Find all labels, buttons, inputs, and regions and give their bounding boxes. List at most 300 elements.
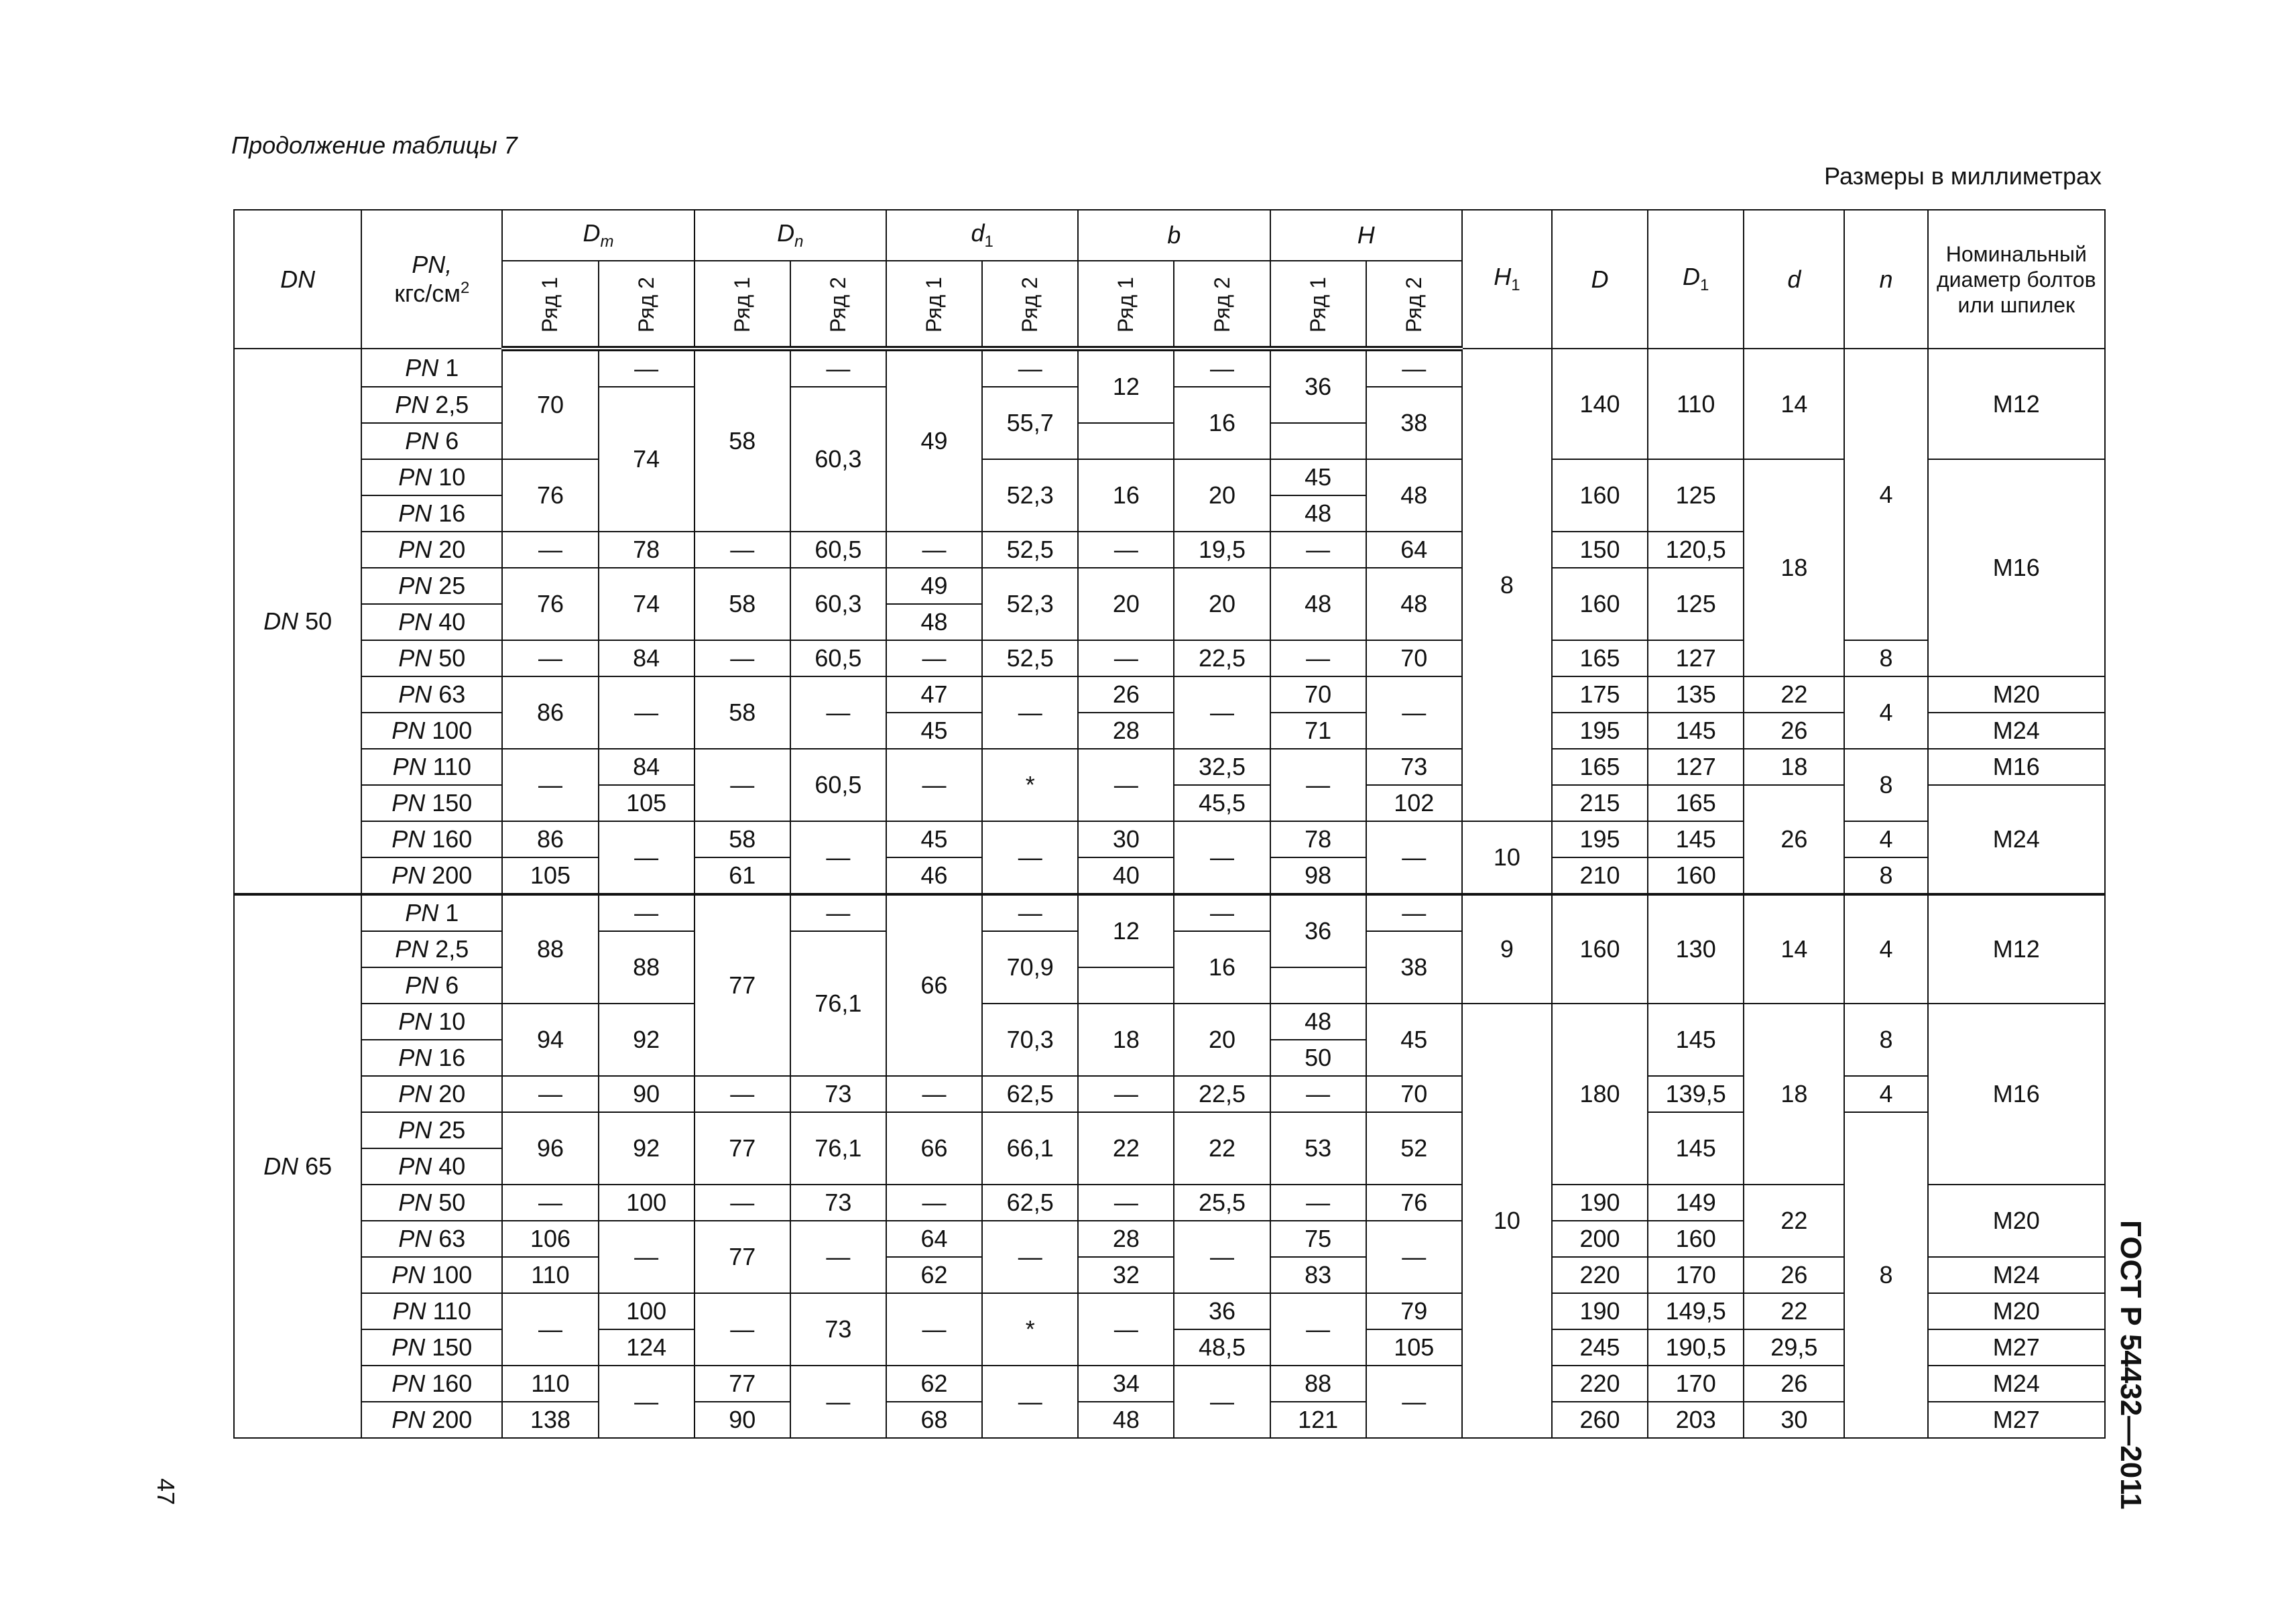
cell-bolt: M24 <box>1928 1366 2105 1402</box>
table-row <box>234 349 2105 387</box>
pn-value: 1 <box>438 353 459 381</box>
pn-prefix: PN <box>405 899 439 926</box>
standard-designation: ГОСТ Р 54432—2011 <box>2114 1220 2147 1510</box>
cell-D: 175 <box>1552 676 1648 713</box>
cell-b1: 18 <box>1078 1004 1174 1076</box>
cell-pn <box>361 1185 502 1221</box>
cell-dn <box>234 349 361 894</box>
pn-value: 50 <box>432 1189 466 1216</box>
pn-prefix: PN <box>405 353 439 381</box>
cell-h2: 70 <box>1366 1076 1462 1112</box>
cell-bolt: M16 <box>1928 749 2105 785</box>
cell-b1: 30 <box>1078 821 1174 857</box>
cell-d: 22 <box>1744 1293 1844 1329</box>
cell-dn1: — <box>694 1185 790 1221</box>
cell-h1: — <box>1270 749 1366 821</box>
cell-pn <box>361 676 502 713</box>
cell-b1: 20 <box>1078 568 1174 640</box>
cell-D1: 127 <box>1648 749 1744 785</box>
cell-dm2: — <box>599 676 694 749</box>
cell-h1: 36 <box>1270 349 1366 423</box>
header-dn-col: $D_n$ <box>694 210 886 261</box>
cell-dn2: 73 <box>790 1293 886 1366</box>
cell-D1: 190,5 <box>1648 1329 1744 1366</box>
cell-D1: 145 <box>1648 821 1744 857</box>
cell-dn <box>234 894 361 1438</box>
cell-b2: — <box>1174 349 1270 387</box>
cell-n: 4 <box>1844 349 1927 640</box>
cell-b1: — <box>1078 1076 1174 1112</box>
table-row <box>234 459 2105 495</box>
cell-n: 4 <box>1844 676 1927 749</box>
cell-dn1: — <box>694 1076 790 1112</box>
cell-n: 4 <box>1844 821 1927 857</box>
cell-dm2: 124 <box>599 1329 694 1366</box>
cell-dn2: 60,3 <box>790 387 886 532</box>
cell-dm2: 78 <box>599 532 694 568</box>
cell-dn1: 61 <box>694 857 790 894</box>
cell-D: 180 <box>1552 1004 1648 1185</box>
cell-D: 165 <box>1552 640 1648 676</box>
header-dn: DN <box>234 210 361 349</box>
cell-D: 160 <box>1552 459 1648 532</box>
cell-b1: 28 <box>1078 1221 1174 1257</box>
cell-h2: 79 <box>1366 1293 1462 1329</box>
cell-b1: 48 <box>1078 1402 1174 1438</box>
cell-d12: 52,3 <box>982 459 1078 532</box>
pn-prefix: PN <box>405 427 439 455</box>
cell-pn <box>361 604 502 640</box>
cell-dn1: 58 <box>694 821 790 857</box>
cell-h1 <box>1270 967 1366 1004</box>
cell-b2: 16 <box>1174 931 1270 1004</box>
table-caption: Продолжение таблицы 7 <box>231 131 518 159</box>
cell-D1: 165 <box>1648 785 1744 821</box>
cell-b1: — <box>1078 532 1174 568</box>
cell-dm1: 86 <box>502 676 598 749</box>
cell-dm2: 74 <box>599 568 694 640</box>
pn-prefix: PN <box>398 1116 432 1144</box>
cell-d12: 52,5 <box>982 532 1078 568</box>
cell-pn <box>361 1221 502 1257</box>
pn-prefix: PN <box>405 971 439 999</box>
cell-b1: 16 <box>1078 459 1174 532</box>
cell-b1 <box>1078 423 1174 459</box>
header-dm-row1: Ряд 1 <box>502 261 598 349</box>
cell-h1: 83 <box>1270 1257 1366 1293</box>
cell-b1: — <box>1078 1293 1174 1366</box>
header-d1: $d_1$ <box>886 210 1078 261</box>
cell-h1: 48 <box>1270 1004 1366 1040</box>
cell-dn1: 58 <box>694 349 790 532</box>
cell-D1: 145 <box>1648 1004 1744 1076</box>
cell-d11: 45 <box>886 713 982 749</box>
pn-value: 25 <box>432 572 466 599</box>
cell-d12: — <box>982 894 1078 931</box>
cell-h2: 45 <box>1366 1004 1462 1076</box>
cell-bolt: M12 <box>1928 894 2105 1004</box>
cell-D1: 160 <box>1648 1221 1744 1257</box>
cell-b2: 32,5 <box>1174 749 1270 785</box>
cell-n: 8 <box>1844 640 1927 676</box>
pn-value: 6 <box>438 971 459 999</box>
cell-dm1: — <box>502 1185 598 1221</box>
pn-prefix: PN <box>391 717 426 744</box>
cell-pn <box>361 532 502 568</box>
header-b: b <box>1078 210 1270 261</box>
cell-d11: 66 <box>886 894 982 1076</box>
cell-dm1: 70 <box>502 349 598 459</box>
pn-prefix: PN <box>398 1008 432 1035</box>
pn-value: 160 <box>425 1370 473 1397</box>
table-row <box>234 1293 2105 1329</box>
cell-d11: 68 <box>886 1402 982 1438</box>
cell-dn1: 77 <box>694 1366 790 1402</box>
table-row <box>234 1185 2105 1221</box>
cell-d: 18 <box>1744 459 1844 676</box>
cell-d12: — <box>982 1366 1078 1438</box>
pn-prefix: PN <box>398 644 432 672</box>
pn-prefix: PN <box>392 753 426 780</box>
cell-dm1: 94 <box>502 1004 598 1076</box>
cell-h1: — <box>1270 1185 1366 1221</box>
dn-prefix: DN <box>263 607 299 635</box>
cell-dn2: — <box>790 1366 886 1438</box>
pn-value: 200 <box>425 861 473 889</box>
cell-bolt: M20 <box>1928 676 2105 713</box>
cell-n: 4 <box>1844 1076 1927 1112</box>
cell-d12: 62,5 <box>982 1185 1078 1221</box>
flange-dimensions-table <box>233 209 2106 1439</box>
cell-d12: 52,3 <box>982 568 1078 640</box>
cell-dn2: 60,3 <box>790 568 886 640</box>
cell-b2: 22,5 <box>1174 640 1270 676</box>
cell-pn <box>361 1112 502 1148</box>
cell-b1: — <box>1078 640 1174 676</box>
cell-h2: 76 <box>1366 1185 1462 1221</box>
cell-D1: 160 <box>1648 857 1744 894</box>
cell-d11: 62 <box>886 1257 982 1293</box>
cell-b2: — <box>1174 894 1270 931</box>
cell-b1: — <box>1078 749 1174 821</box>
cell-d: 26 <box>1744 1366 1844 1402</box>
cell-dm1: 138 <box>502 1402 598 1438</box>
cell-n: 4 <box>1844 894 1927 1004</box>
cell-d12: 62,5 <box>982 1076 1078 1112</box>
cell-h1: — <box>1270 640 1366 676</box>
cell-dm1: 76 <box>502 568 598 640</box>
cell-h2: — <box>1366 894 1462 931</box>
cell-n: 8 <box>1844 1112 1927 1438</box>
table-row <box>234 1004 2105 1040</box>
cell-h2: 102 <box>1366 785 1462 821</box>
cell-dn2: 60,5 <box>790 532 886 568</box>
cell-d11: 48 <box>886 604 982 640</box>
cell-D1: 170 <box>1648 1366 1744 1402</box>
cell-dn2: — <box>790 821 886 894</box>
table-row <box>234 894 2105 931</box>
cell-d11: 46 <box>886 857 982 894</box>
cell-pn <box>361 1004 502 1040</box>
cell-d12: — <box>982 349 1078 387</box>
cell-b2: 20 <box>1174 568 1270 640</box>
cell-dn2: — <box>790 894 886 931</box>
cell-pn <box>361 1257 502 1293</box>
cell-dm1: 96 <box>502 1112 598 1185</box>
cell-h2: 64 <box>1366 532 1462 568</box>
cell-h1: 48 <box>1270 568 1366 640</box>
pn-value: 63 <box>432 680 466 708</box>
cell-d11: 62 <box>886 1366 982 1402</box>
cell-b1: 32 <box>1078 1257 1174 1293</box>
cell-d11: — <box>886 532 982 568</box>
cell-b2: — <box>1174 821 1270 894</box>
cell-dn2: 76,1 <box>790 931 886 1076</box>
header-h1: $H_1$ <box>1462 210 1552 349</box>
cell-H1: 10 <box>1462 1004 1552 1438</box>
cell-d11: — <box>886 1293 982 1366</box>
cell-dn2: 73 <box>790 1185 886 1221</box>
cell-d: 22 <box>1744 676 1844 713</box>
pn-value: 10 <box>432 1008 466 1035</box>
pn-value: 150 <box>425 789 473 817</box>
cell-D: 150 <box>1552 532 1648 568</box>
cell-pn <box>361 1293 502 1329</box>
table-row <box>234 676 2105 713</box>
cell-dm2: 84 <box>599 640 694 676</box>
cell-b1: 22 <box>1078 1112 1174 1185</box>
pn-prefix: PN <box>398 1152 432 1180</box>
header-pn: PN, кгс/$см^2$ <box>361 210 502 349</box>
cell-D: 190 <box>1552 1185 1648 1221</box>
cell-d11: — <box>886 749 982 821</box>
cell-dn1: — <box>694 640 790 676</box>
cell-dn2: 60,5 <box>790 640 886 676</box>
cell-D: 160 <box>1552 568 1648 640</box>
cell-d: 30 <box>1744 1402 1844 1438</box>
cell-D: 210 <box>1552 857 1648 894</box>
cell-h1: 48 <box>1270 495 1366 532</box>
cell-dn1: 77 <box>694 1112 790 1185</box>
pn-value: 50 <box>432 644 466 672</box>
cell-bolt: M27 <box>1928 1329 2105 1366</box>
cell-b2: 36 <box>1174 1293 1270 1329</box>
pn-prefix: PN <box>398 1225 432 1252</box>
cell-b2: 16 <box>1174 387 1270 459</box>
cell-h2: 70 <box>1366 640 1462 676</box>
cell-dm1: 86 <box>502 821 598 857</box>
cell-dm2: 100 <box>599 1293 694 1329</box>
pn-value: 40 <box>432 1152 466 1180</box>
cell-d: 18 <box>1744 1004 1844 1185</box>
cell-pn <box>361 349 502 387</box>
cell-dm1: 110 <box>502 1366 598 1402</box>
cell-d11: 47 <box>886 676 982 713</box>
cell-d12: — <box>982 676 1078 749</box>
pn-prefix: PN <box>391 1370 426 1397</box>
cell-b2: 19,5 <box>1174 532 1270 568</box>
cell-d: 29,5 <box>1744 1329 1844 1366</box>
cell-D: 215 <box>1552 785 1648 821</box>
pn-prefix: PN <box>398 463 432 491</box>
cell-d12: — <box>982 821 1078 894</box>
cell-pn <box>361 894 502 931</box>
cell-n: 8 <box>1844 1004 1927 1076</box>
cell-dm2: 92 <box>599 1004 694 1076</box>
cell-h2: 38 <box>1366 931 1462 1004</box>
pn-value: 6 <box>438 427 459 455</box>
cell-pn <box>361 495 502 532</box>
cell-D1: 120,5 <box>1648 532 1744 568</box>
cell-D1: 203 <box>1648 1402 1744 1438</box>
cell-bolt: M12 <box>1928 349 2105 459</box>
cell-dm2: — <box>599 821 694 894</box>
cell-d: 18 <box>1744 749 1844 785</box>
pn-prefix: PN <box>391 861 426 889</box>
pn-value: 16 <box>432 499 466 527</box>
pn-prefix: PN <box>391 789 426 817</box>
cell-dm2: — <box>599 349 694 387</box>
cell-dn2: 73 <box>790 1076 886 1112</box>
cell-dn1: — <box>694 1293 790 1366</box>
cell-D: 165 <box>1552 749 1648 785</box>
cell-D: 220 <box>1552 1257 1648 1293</box>
cell-d11: 64 <box>886 1221 982 1257</box>
cell-bolt: M20 <box>1928 1185 2105 1257</box>
cell-h1: 70 <box>1270 676 1366 713</box>
cell-h2: 73 <box>1366 749 1462 785</box>
pn-value: 20 <box>432 536 466 563</box>
cell-b1: 28 <box>1078 713 1174 749</box>
cell-bolt: M16 <box>1928 459 2105 676</box>
pn-prefix: PN <box>392 1297 426 1325</box>
cell-D: 160 <box>1552 894 1648 1004</box>
cell-dm1: — <box>502 532 598 568</box>
cell-D: 245 <box>1552 1329 1648 1366</box>
pn-value: 100 <box>425 1261 473 1288</box>
cell-d11: 66 <box>886 1112 982 1185</box>
header-dm-row2: Ряд 2 <box>599 261 694 349</box>
cell-D1: 149 <box>1648 1185 1744 1221</box>
cell-pn <box>361 1402 502 1438</box>
cell-bolt: M24 <box>1928 1257 2105 1293</box>
cell-dm2: 92 <box>599 1112 694 1185</box>
pn-prefix: PN <box>398 572 432 599</box>
cell-b2: 45,5 <box>1174 785 1270 821</box>
cell-d: 14 <box>1744 349 1844 459</box>
cell-h2: — <box>1366 821 1462 894</box>
cell-dn1: 77 <box>694 894 790 1076</box>
cell-h1 <box>1270 423 1366 459</box>
header-b-row1: Ряд 1 <box>1078 261 1174 349</box>
cell-b1: 12 <box>1078 894 1174 967</box>
cell-b2: — <box>1174 676 1270 749</box>
cell-bolt: M27 <box>1928 1402 2105 1438</box>
header-d1-row2: Ряд 2 <box>982 261 1078 349</box>
pn-value: 2,5 <box>428 935 469 963</box>
cell-pn <box>361 713 502 749</box>
header-bolt-diameter: Номинальный диаметр болтов или шпилек <box>1928 210 2105 349</box>
cell-dm1: 106 <box>502 1221 598 1257</box>
cell-D1: 110 <box>1648 349 1744 459</box>
cell-dn1: — <box>694 749 790 821</box>
cell-h1: — <box>1270 1076 1366 1112</box>
dn-prefix: DN <box>263 1152 299 1180</box>
cell-D1: 145 <box>1648 1112 1744 1185</box>
cell-b2: 22 <box>1174 1112 1270 1185</box>
cell-h1: — <box>1270 532 1366 568</box>
header-d1-row1: Ряд 1 <box>886 261 982 349</box>
cell-D1: 125 <box>1648 568 1744 640</box>
cell-dm1: — <box>502 1076 598 1112</box>
pn-prefix: PN <box>398 536 432 563</box>
cell-d12: 66,1 <box>982 1112 1078 1185</box>
table-row <box>234 749 2105 785</box>
pn-value: 110 <box>426 1297 471 1325</box>
pn-value: 20 <box>432 1080 466 1107</box>
cell-h1: 71 <box>1270 713 1366 749</box>
pn-value: 200 <box>425 1406 473 1433</box>
cell-b1: 26 <box>1078 676 1174 713</box>
cell-n: 8 <box>1844 857 1927 894</box>
header-dm: $D_m$ <box>502 210 694 261</box>
cell-pn <box>361 1040 502 1076</box>
pn-value: 150 <box>425 1333 473 1361</box>
cell-d11: — <box>886 640 982 676</box>
table-row <box>234 1402 2105 1438</box>
pn-prefix: PN <box>391 825 426 853</box>
cell-b1 <box>1078 967 1174 1004</box>
pn-prefix: PN <box>395 935 429 963</box>
cell-pn <box>361 1366 502 1402</box>
pn-value: 10 <box>432 463 466 491</box>
cell-pn <box>361 568 502 604</box>
cell-dn1: 58 <box>694 676 790 749</box>
cell-b1: 12 <box>1078 349 1174 423</box>
cell-D1: 139,5 <box>1648 1076 1744 1112</box>
pn-value: 160 <box>425 825 473 853</box>
cell-bolt: M24 <box>1928 713 2105 749</box>
cell-h2: — <box>1366 349 1462 387</box>
cell-b2: 25,5 <box>1174 1185 1270 1221</box>
cell-d12: * <box>982 1293 1078 1366</box>
header-d: d <box>1744 210 1844 349</box>
cell-h2: 48 <box>1366 459 1462 532</box>
cell-dm2: 100 <box>599 1185 694 1221</box>
cell-bolt: M24 <box>1928 785 2105 894</box>
cell-pn <box>361 387 502 423</box>
dn-value: 50 <box>298 607 333 635</box>
cell-d12: 70,9 <box>982 931 1078 1004</box>
cell-d11: 49 <box>886 349 982 532</box>
cell-H1: 8 <box>1462 349 1552 821</box>
cell-d11: 49 <box>886 568 982 604</box>
cell-pn <box>361 423 502 459</box>
pn-prefix: PN <box>398 1080 432 1107</box>
cell-pn <box>361 1148 502 1185</box>
cell-h2: — <box>1366 1221 1462 1293</box>
pn-prefix: PN <box>391 1261 426 1288</box>
cell-h1: — <box>1270 1293 1366 1366</box>
cell-d12: * <box>982 749 1078 821</box>
cell-pn <box>361 1329 502 1366</box>
cell-b2: — <box>1174 1221 1270 1293</box>
cell-dm2: — <box>599 894 694 931</box>
cell-b2: 20 <box>1174 459 1270 532</box>
table-body <box>234 349 2105 1438</box>
cell-H1: 10 <box>1462 821 1552 894</box>
pn-prefix: PN <box>398 608 432 636</box>
